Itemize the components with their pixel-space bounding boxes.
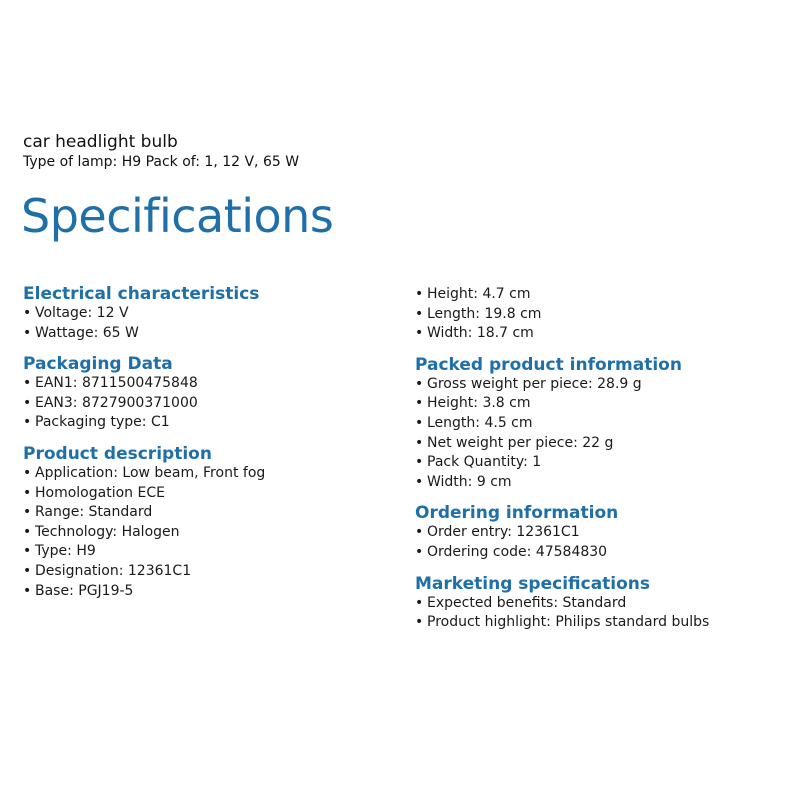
bullet: • bbox=[23, 484, 32, 501]
spec-item bbox=[415, 285, 795, 305]
spec-item bbox=[415, 453, 795, 473]
spec-item bbox=[23, 374, 403, 394]
spec-item bbox=[415, 523, 795, 543]
spec-item bbox=[23, 523, 403, 543]
spec-list bbox=[23, 304, 403, 343]
spec-text: Application: Low beam, Front fog bbox=[35, 464, 266, 481]
section-dimensions bbox=[415, 285, 795, 344]
bullet: • bbox=[415, 375, 424, 392]
spec-text: EAN1: 8711500475848 bbox=[35, 375, 198, 392]
bullet: • bbox=[415, 614, 424, 631]
spec-text: Technology: Halogen bbox=[35, 523, 180, 540]
section-marketing-specifications bbox=[415, 574, 795, 633]
spec-text: Product highlight: Philips standard bulbs bbox=[427, 614, 710, 631]
section-electrical-characteristics bbox=[23, 284, 403, 343]
section-title: Ordering information bbox=[415, 503, 619, 524]
spec-text: Net weight per piece: 22 g bbox=[427, 434, 614, 451]
product-name: car headlight bulb bbox=[23, 132, 178, 152]
bullet: • bbox=[415, 594, 424, 611]
spec-text: Base: PGJ19-5 bbox=[35, 582, 134, 599]
spec-text: Wattage: 65 W bbox=[35, 324, 139, 341]
section-packaging-data bbox=[23, 354, 403, 433]
bullet: • bbox=[23, 414, 32, 431]
spec-item bbox=[23, 304, 403, 324]
lamp-type-summary: Type of lamp: H9 Pack of: 1, 12 V, 65 W bbox=[23, 154, 300, 170]
spec-text: Voltage: 12 V bbox=[35, 305, 129, 321]
spec-item bbox=[415, 594, 795, 614]
bullet: • bbox=[23, 464, 32, 481]
page-title: Specifications bbox=[21, 189, 334, 243]
bullet: • bbox=[415, 524, 424, 541]
spec-item bbox=[415, 375, 795, 395]
bullet: • bbox=[23, 324, 32, 341]
spec-text: Width: 18.7 cm bbox=[427, 325, 534, 342]
spec-text: Range: Standard bbox=[35, 504, 153, 521]
spec-item bbox=[415, 324, 795, 344]
spec-item bbox=[23, 484, 403, 504]
spec-item bbox=[23, 503, 403, 523]
spec-item bbox=[415, 305, 795, 325]
spec-text: EAN3: 8727900371000 bbox=[35, 394, 198, 411]
spec-item bbox=[23, 394, 403, 414]
spec-item bbox=[23, 464, 403, 484]
spec-text: Length: 19.8 cm bbox=[427, 305, 542, 322]
spec-item bbox=[415, 434, 795, 454]
bullet: • bbox=[23, 582, 32, 599]
product-header bbox=[23, 131, 299, 171]
section-title: Packaging Data bbox=[23, 354, 173, 375]
bullet: • bbox=[415, 305, 424, 322]
section-title: Marketing specifications bbox=[415, 573, 651, 594]
bullet: • bbox=[23, 543, 32, 560]
spec-text: Height: 3.8 cm bbox=[427, 395, 531, 412]
spec-list bbox=[23, 464, 403, 601]
bullet: • bbox=[23, 394, 32, 411]
spec-item bbox=[23, 582, 403, 602]
spec-text: Homologation ECE bbox=[35, 484, 165, 501]
bullet: • bbox=[23, 504, 32, 521]
bullet: • bbox=[415, 543, 424, 560]
spec-item bbox=[23, 324, 403, 344]
spec-text: Ordering code: 47584830 bbox=[427, 543, 608, 560]
bullet: • bbox=[415, 473, 424, 490]
spec-list bbox=[415, 285, 795, 344]
spec-text: Height: 4.7 cm bbox=[427, 286, 531, 302]
spec-item bbox=[415, 473, 795, 493]
bullet: • bbox=[23, 305, 32, 321]
bullet: • bbox=[415, 434, 424, 451]
section-ordering-information bbox=[415, 503, 795, 562]
spec-text: Length: 4.5 cm bbox=[427, 414, 533, 431]
spec-text: Designation: 12361C1 bbox=[35, 562, 192, 579]
spec-text: Order entry: 12361C1 bbox=[427, 524, 580, 541]
spec-text: Gross weight per piece: 28.9 g bbox=[427, 375, 642, 392]
section-packed-product-information bbox=[415, 355, 795, 493]
bullet: • bbox=[23, 562, 32, 579]
section-title: Product description bbox=[23, 443, 212, 464]
spec-item bbox=[23, 413, 403, 433]
spec-text: Expected benefits: Standard bbox=[427, 594, 627, 611]
bullet: • bbox=[415, 395, 424, 412]
spec-list bbox=[415, 523, 795, 562]
right-column bbox=[415, 285, 795, 644]
spec-text: Packaging type: C1 bbox=[35, 414, 170, 431]
section-title: Electrical characteristics bbox=[23, 284, 260, 304]
bullet: • bbox=[23, 523, 32, 540]
spec-item bbox=[415, 414, 795, 434]
spec-text: Width: 9 cm bbox=[427, 473, 512, 490]
section-product-description bbox=[23, 444, 403, 601]
left-column bbox=[23, 284, 403, 612]
bullet: • bbox=[415, 454, 424, 471]
spec-text: Type: H9 bbox=[35, 543, 96, 560]
spec-item bbox=[415, 613, 795, 633]
bullet: • bbox=[415, 286, 424, 302]
spec-text: Pack Quantity: 1 bbox=[427, 454, 542, 471]
section-title: Packed product information bbox=[415, 354, 682, 375]
spec-item bbox=[23, 542, 403, 562]
spec-item bbox=[415, 543, 795, 563]
bullet: • bbox=[415, 325, 424, 342]
spec-item bbox=[415, 394, 795, 414]
spec-list bbox=[23, 374, 403, 433]
spec-list bbox=[415, 594, 795, 633]
bullet: • bbox=[415, 414, 424, 431]
spec-list bbox=[415, 375, 795, 493]
bullet: • bbox=[23, 375, 32, 392]
spec-item bbox=[23, 562, 403, 582]
